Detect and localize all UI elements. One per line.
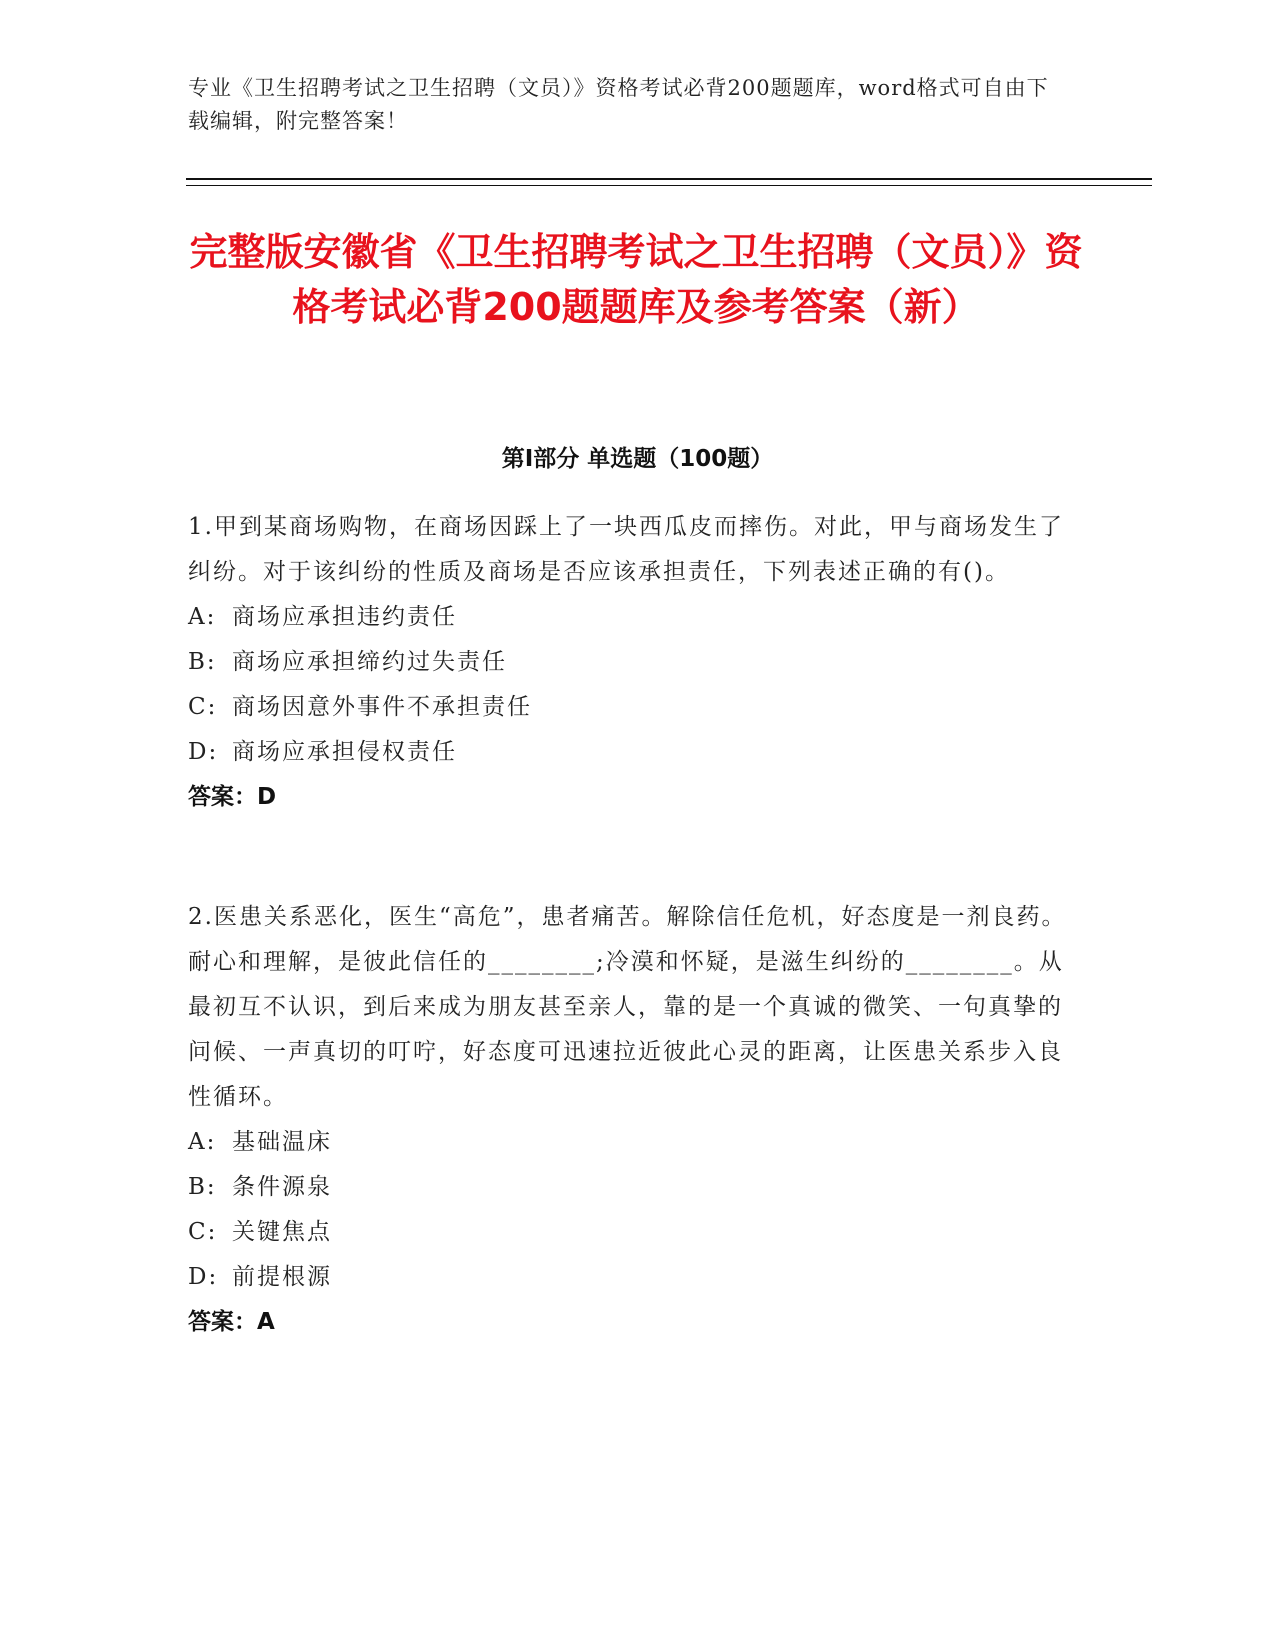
option-letter: A: (188, 604, 217, 630)
option-text: 前提根源 (232, 1264, 332, 1290)
option-text: 商场应承担缔约过失责任 (232, 649, 507, 675)
option-a (188, 595, 1068, 640)
header-note: 专业《卫生招聘考试之卫生招聘（文员）》资格考试必背200题题库，word格式可自由下载编辑，附完整答案！ (188, 76, 1049, 133)
header-divider-thin (186, 185, 1152, 186)
option-letter: C: (188, 694, 218, 720)
answer-line: 答案：D (188, 784, 277, 810)
header-divider (186, 178, 1152, 180)
question-stem: 1.甲到某商场购物，在商场因踩上了一块西瓜皮而摔伤。对此，甲与商场发生了纠纷。对于该纠纷的性质及商场是否应该承担责任，下列表述正确的有()。 (188, 514, 1064, 585)
section-heading: 第Ⅰ部分 单选题（100题） (501, 446, 774, 472)
option-d (188, 1255, 1068, 1300)
option-b (188, 640, 1068, 685)
option-c (188, 685, 1068, 730)
option-letter: A: (188, 1129, 217, 1155)
option-letter: B: (188, 1174, 217, 1200)
option-text: 条件源泉 (232, 1174, 332, 1200)
option-letter: D: (188, 739, 219, 765)
option-text: 基础温床 (232, 1129, 332, 1155)
option-b (188, 1165, 1068, 1210)
option-text: 商场应承担违约责任 (232, 604, 457, 630)
question-2 (188, 895, 1068, 1345)
document-title: 完整版安徽省《卫生招聘考试之卫生招聘（文员）》资格考试必背200题题库及参考答案（新） (189, 230, 1083, 329)
question-1 (188, 505, 1068, 820)
option-letter: B: (188, 649, 217, 675)
question-stem: 2.医患关系恶化，医生“高危”，患者痛苦。解除信任危机，好态度是一剂良药。耐心和理解，是彼此信任的________;冷漠和怀疑，是滋生纠纷的________。从最初互不认识，到后来成为朋友甚至亲人，靠的是一个真诚的微笑、一句真挚的问候、一声真切的叮咛，好态度可迅速拉近彼此心灵的距离，让医患关系步入良性循环。 (188, 904, 1067, 1110)
option-text: 商场因意外事件不承担责任 (232, 694, 532, 720)
option-text: 关键焦点 (232, 1219, 332, 1245)
answer-line: 答案：A (188, 1309, 275, 1335)
option-text: 商场应承担侵权责任 (232, 739, 457, 765)
option-letter: D: (188, 1264, 219, 1290)
option-c (188, 1210, 1068, 1255)
option-letter: C: (188, 1219, 218, 1245)
option-a (188, 1120, 1068, 1165)
option-d (188, 730, 1068, 775)
